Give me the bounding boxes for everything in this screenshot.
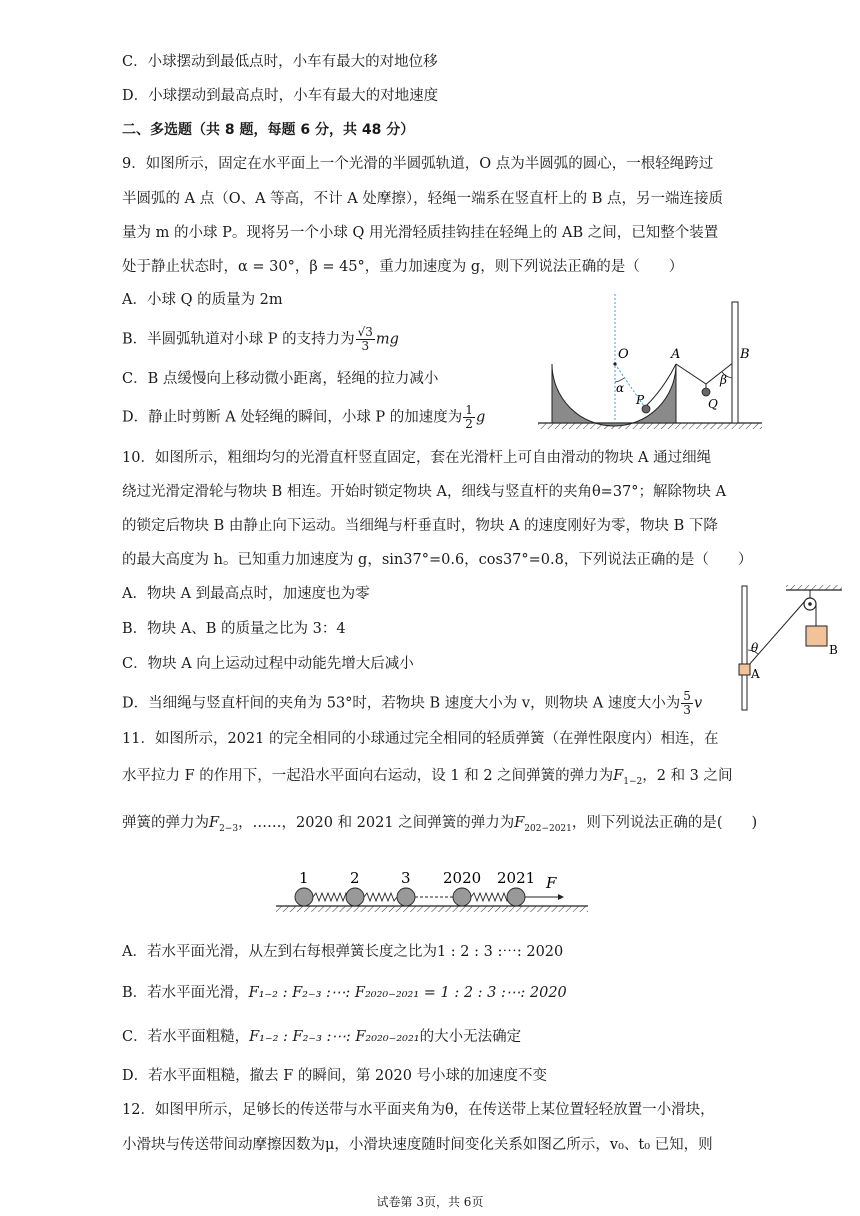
q9-figure	[536, 292, 766, 437]
q10-stem-line2: 绕过光滑定滑轮与物块 B 相连。开始时锁定物块 A，细线与竖直杆的夹角θ=37°；解除物块 A	[122, 484, 727, 500]
q9-center-o-dot	[613, 362, 616, 365]
q9-ball-q	[702, 388, 710, 396]
q10-block-a	[739, 664, 750, 675]
q9-stem-line2: 半圆弧的 A 点（O、A 等高，不计 A 处摩擦），轻绳一端系在竖直杆上的 B 点，另一端连接质	[122, 191, 723, 207]
q11-flast-subscript: 202−2021	[524, 823, 572, 834]
q11-option-c-text: C．若水平面粗糙，	[122, 1029, 250, 1045]
q11-label-2: 2	[350, 869, 360, 887]
section-multiple-choice-title: 二、多选题（共 8 题，每题 6 分，共 48 分）	[122, 122, 415, 138]
q10-option-d-text: D．当细绳与竖直杆间的夹角为 53°时，若物块 B 速度大小为 v，则物块 A 速度大小为	[122, 695, 681, 712]
q11-f12-subscript: 1−2	[623, 776, 643, 787]
q9-option-b-text: B．半圆弧轨道对小球 P 的支持力为	[122, 331, 355, 348]
q11-stem-line2-text: 水平拉力 F 的作用下，一起沿水平面向右运动，设 1 和 2 之间弹簧的弹力为	[122, 768, 614, 784]
q9-ground-hatch	[538, 423, 762, 429]
q12-stem-line2: 小滑块与传送带间动摩擦因数为μ，小滑块速度随时间变化关系如图乙所示，v₀、t₀ 已知，则	[122, 1137, 713, 1153]
q11-flast-symbol: F	[514, 815, 525, 831]
q11-ball-2	[346, 888, 364, 906]
q9-label-b: B	[740, 347, 750, 362]
q11-ball-2020	[453, 888, 471, 906]
q10-pulley-axle	[808, 602, 812, 606]
q10-stem-line4: 的最大高度为 h。已知重力加速度为 g，sin37°=0.6，cos37°=0.8，下列说法正确的是（ ）	[122, 552, 753, 568]
q11-stem-line1: 11．如图所示，2021 的完全相同的小球通过完全相同的轻质弹簧（在弹性限度内）相连，在	[122, 731, 719, 747]
q10-block-b	[806, 626, 827, 646]
q9-option-b-den: 3	[361, 339, 370, 353]
q11-stem-line3-text: 弹簧的弹力为	[122, 815, 209, 831]
q11-label-2021: 2021	[497, 869, 536, 887]
q9-option-b	[122, 326, 399, 353]
q9-stem-line4: 处于静止状态时，α = 30°，β = 45°，重力加速度为 g，则下列说法正确的是（ ）	[122, 259, 684, 275]
q9-label-beta: β	[720, 373, 727, 387]
q11-f23-symbol: F	[209, 815, 220, 831]
q9-option-b-unit: mg	[375, 331, 399, 348]
q9-option-d-fraction	[463, 404, 475, 431]
q9-option-d-text: D．静止时剪断 A 处轻绳的瞬间，小球 P 的加速度为	[122, 409, 463, 426]
page-footer: 试卷第 3页，共 6页	[376, 1195, 484, 1209]
q9-option-c: C．B 点缓慢向上移动微小距离，轻绳的拉力减小	[122, 371, 439, 387]
q10-stem-line3: 的锁定后物块 B 由静止向下运动。当细绳与杆垂直时，物块 A 的速度刚好为零，物块 B 下降	[122, 518, 718, 534]
q9-stem-line3: 量为 m 的小球 P。现将另一个小球 Q 用光滑轻质挂钩挂在轻绳上的 AB 之间，已知整个装置	[122, 225, 719, 241]
q11-option-d: D．若水平面粗糙，撤去 F 的瞬间，第 2020 号小球的加速度不变	[122, 1068, 548, 1084]
q11-stem-line2-end: ，2 和 3 之间	[642, 768, 733, 784]
q10-option-d-den: 3	[683, 703, 691, 717]
q10-option-d-fraction	[681, 690, 693, 717]
q9-label-alpha: α	[616, 381, 625, 395]
q11-spring-2-3	[364, 893, 397, 901]
q11-label-1: 1	[299, 869, 309, 887]
q11-label-3: 3	[401, 869, 411, 887]
q10-option-d	[122, 690, 702, 717]
q11-force-arrowhead	[558, 894, 564, 900]
q9-label-q: Q	[708, 397, 718, 411]
q10-figure	[734, 582, 844, 712]
q10-vertical-rod	[742, 586, 747, 710]
q10-ceiling-hatch	[786, 585, 842, 590]
q11-f23-subscript: 2−3	[219, 823, 239, 834]
q9-vertical-rod	[732, 302, 738, 423]
q11-ball-2021	[507, 888, 525, 906]
q10-option-a: A．物块 A 到最高点时，加速度也为零	[122, 586, 370, 602]
q9-label-a: A	[671, 347, 681, 362]
q11-spring-2020-2021	[471, 893, 510, 901]
q10-option-d-num: 5	[683, 689, 691, 703]
q10-rope-a	[748, 601, 805, 666]
q12-stem-line1: 12．如图甲所示，足够长的传送带与水平面夹角为θ，在传送带上某位置轻轻放置一小滑块，	[122, 1102, 715, 1118]
q10-stem-line1: 10．如图所示，粗细均匀的光滑直杆竖直固定，套在光滑杆上可自由滑动的物块 A 通过细绳	[122, 450, 712, 466]
q9-option-d	[122, 404, 485, 431]
q11-option-c-end: 的大小无法确定	[419, 1029, 522, 1045]
q10-label-b: B	[829, 643, 838, 657]
q9-option-b-num: √3	[357, 325, 373, 339]
q11-stem-line3	[122, 813, 757, 839]
q11-f12-symbol: F	[613, 768, 624, 784]
q11-spring-1-2	[313, 893, 349, 901]
q11-stem-line2	[122, 766, 733, 792]
q11-option-a: A．若水平面光滑，从左到右每根弹簧长度之比为1 : 2 : 3 :⋯: 2020	[122, 944, 564, 960]
q11-stem-line3-mid: ，……，2020 和 2021 之间弹簧的弹力为	[238, 815, 515, 831]
q9-label-o: O	[618, 347, 629, 362]
q9-option-d-den: 2	[465, 417, 473, 431]
q9-option-a: A．小球 Q 的质量为 2m	[122, 292, 283, 308]
q10-option-c: C．物块 A 向上运动过程中动能先增大后减小	[122, 656, 414, 672]
q11-label-2020: 2020	[443, 869, 482, 887]
q9-stem-line1: 9．如图所示，固定在水平面上一个光滑的半圆弧轨道，O 点为半圆弧的圆心，一根轻绳跨过	[122, 156, 714, 172]
q11-ball-3	[397, 888, 415, 906]
q9-option-d-num: 1	[465, 403, 473, 417]
q9-option-b-fraction	[356, 326, 375, 353]
q11-label-f: F	[546, 874, 557, 892]
q9-label-p: P	[636, 393, 645, 407]
q10-label-a: A	[751, 667, 760, 681]
q9-option-d-unit: g	[475, 409, 486, 426]
q10-label-theta: θ	[751, 641, 759, 655]
q11-ball-1	[295, 888, 313, 906]
q10-option-d-unit: v	[693, 695, 703, 712]
q11-option-c	[122, 1027, 521, 1047]
q8-option-c: C．小球摆动到最低点时，小车有最大的对地位移	[122, 54, 438, 70]
q11-figure	[272, 866, 592, 918]
q9-semicircle-track	[552, 364, 676, 426]
q11-option-c-expression: F₁₋₂ : F₂₋₃ :⋯: F₂₀₂₀₋₂₀₂₁	[249, 1029, 420, 1045]
q11-stem-line3-end: ，则下列说法正确的是( )	[571, 815, 758, 831]
q10-option-b: B．物块 A、B 的质量之比为 3：4	[122, 621, 346, 637]
q11-option-b-expression: F₁₋₂ : F₂₋₃ :⋯: F₂₀₂₀₋₂₀₂₁ = 1 : 2 : 3 :⋯: 2020	[248, 985, 567, 1001]
q11-option-b	[122, 983, 567, 1003]
q8-option-d: D．小球摆动到最高点时，小车有最大的对地速度	[122, 88, 439, 104]
q11-option-b-text: B．若水平面光滑，	[122, 985, 249, 1001]
q11-ground-hatch	[276, 906, 588, 912]
